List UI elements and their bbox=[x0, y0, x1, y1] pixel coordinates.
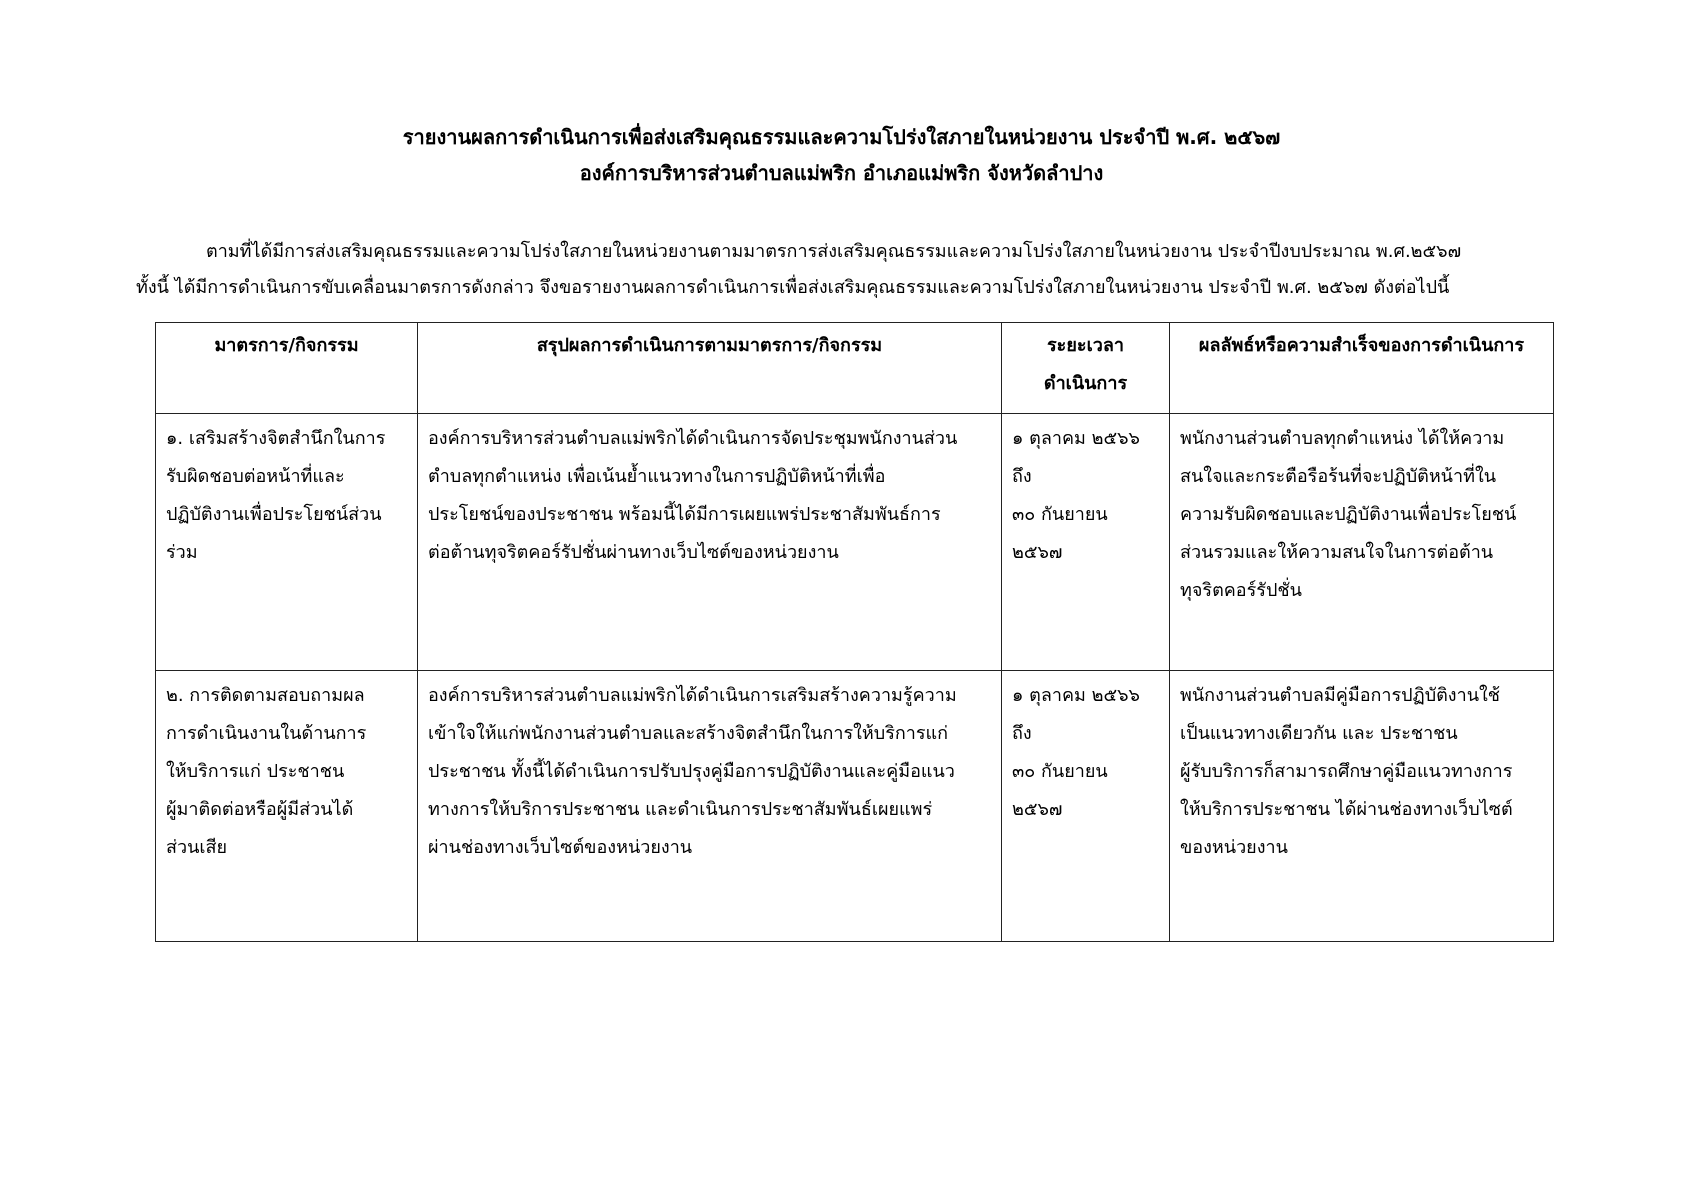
cell-text-line: ประโยชน์ของประชาชน พร้อมนี้ได้มีการเผยแพร่ประชาสัมพันธ์การ bbox=[428, 504, 941, 525]
cell-text-line: ผลลัพธ์หรือความสำเร็จของการดำเนินการ bbox=[1198, 335, 1525, 356]
cell-text-line: ผู้รับบริการก็สามารถศึกษาคู่มือแนวทางการ bbox=[1180, 761, 1513, 782]
cell-text-line: เป็นแนวทางเดียวกัน และ ประชาชน bbox=[1180, 723, 1458, 744]
result-cell bbox=[1170, 414, 1554, 671]
cell-text-line: ของหน่วยงาน bbox=[1180, 837, 1288, 858]
cell-text-line: ร่วม bbox=[166, 542, 198, 563]
cell-text-line: ๑ ตุลาคม ๒๕๖๖ bbox=[1012, 428, 1140, 449]
table-row bbox=[156, 671, 1554, 942]
period-cell bbox=[1002, 671, 1170, 942]
cell-text-line: ผ่านช่องทางเว็บไซต์ของหน่วยงาน bbox=[428, 837, 693, 858]
cell-text-line: ถึง bbox=[1012, 723, 1032, 744]
cell-text-line: ให้บริการประชาชน ได้ผ่านช่องทางเว็บไซต์ bbox=[1180, 799, 1513, 820]
cell-text-line: การดำเนินงานในด้านการ bbox=[166, 723, 367, 744]
cell-text-line: ทุจริตคอร์รัปชั่น bbox=[1180, 580, 1302, 601]
cell-text-line: ส่วนเสีย bbox=[166, 837, 228, 858]
cell-text-line: สนใจและกระตือรือร้นที่จะปฏิบัติหน้าที่ใน bbox=[1180, 466, 1497, 487]
cell-text-line: ดำเนินการ bbox=[1043, 373, 1128, 394]
cell-text-line: องค์การบริหารส่วนตำบลแม่พริกได้ดำเนินการเสริมสร้างความรู้ความ bbox=[428, 685, 957, 706]
cell-text-line: ปฏิบัติงานเพื่อประโยชน์ส่วน bbox=[166, 504, 382, 525]
header-measure bbox=[156, 323, 418, 414]
cell-text-line: ระยะเวลา bbox=[1047, 335, 1124, 356]
cell-text-line: ความรับผิดชอบและปฏิบัติงานเพื่อประโยชน์ bbox=[1180, 504, 1517, 525]
measure-cell bbox=[156, 414, 418, 671]
period-cell bbox=[1002, 414, 1170, 671]
cell-text-line: รับผิดชอบต่อหน้าที่และ bbox=[166, 466, 345, 487]
cell-text-line: ผู้มาติดต่อหรือผู้มีส่วนได้ bbox=[166, 799, 354, 820]
report-title: รายงานผลการดำเนินการเพื่อส่งเสริมคุณธรรมและความโปร่งใสภายในหน่วยงาน ประจำปี พ.ศ. ๒๕๖๗ bbox=[402, 125, 1281, 149]
cell-text-line: ๒๕๖๗ bbox=[1012, 799, 1063, 820]
summary-cell bbox=[418, 671, 1002, 942]
cell-text-line: ทางการให้บริการประชาชน และดำเนินการประชาสัมพันธ์เผยแพร่ bbox=[428, 799, 933, 820]
cell-text-line: ตำบลทุกตำแหน่ง เพื่อเน้นย้ำแนวทางในการปฏิบัติหน้าที่เพื่อ bbox=[428, 466, 886, 487]
cell-text-line: พนักงานส่วนตำบลมีคู่มือการปฏิบัติงานใช้ bbox=[1180, 685, 1501, 706]
cell-text-line: พนักงานส่วนตำบลทุกตำแหน่ง ได้ให้ความ bbox=[1180, 428, 1505, 449]
cell-text-line: ส่วนรวมและให้ความสนใจในการต่อต้าน bbox=[1180, 542, 1494, 563]
measure-cell bbox=[156, 671, 418, 942]
cell-text-line: ๑. เสริมสร้างจิตสำนึกในการ bbox=[166, 428, 386, 449]
header-period bbox=[1002, 323, 1170, 414]
cell-text-line: ๑ ตุลาคม ๒๕๖๖ bbox=[1012, 685, 1140, 706]
cell-text-line: ให้บริการแก่ ประชาชน bbox=[166, 761, 345, 782]
cell-text-line: ต่อต้านทุจริตคอร์รัปชั่นผ่านทางเว็บไซต์ของหน่วยงาน bbox=[428, 542, 839, 563]
cell-text-line: องค์การบริหารส่วนตำบลแม่พริกได้ดำเนินการจัดประชุมพนักงานส่วน bbox=[428, 428, 958, 449]
organization-subtitle: องค์การบริหารส่วนตำบลแม่พริก อำเภอแม่พริก จังหวัดลำปาง bbox=[579, 161, 1104, 185]
cell-text-line: ๓๐ กันยายน bbox=[1012, 504, 1108, 525]
cell-text-line: ประชาชน ทั้งนี้ได้ดำเนินการปรับปรุงคู่มือการปฏิบัติงานและคู่มือแนว bbox=[428, 761, 955, 782]
header-result bbox=[1170, 323, 1554, 414]
table-row bbox=[156, 414, 1554, 671]
cell-text-line: ๒. การติดตามสอบถามผล bbox=[166, 685, 365, 706]
cell-text-line: เข้าใจให้แก่พนักงานส่วนตำบลและสร้างจิตสำนึกในการให้บริการแก่ bbox=[428, 723, 949, 744]
cell-text-line: ๓๐ กันยายน bbox=[1012, 761, 1108, 782]
result-cell bbox=[1170, 671, 1554, 942]
intro-paragraph-line-2: ทั้งนี้ ได้มีการดำเนินการขับเคลื่อนมาตรการดังกล่าว จึงขอรายงานผลการดำเนินการเพื่อส่งเสริมคุณธรรมและความโปร่งใสภายในหน่วยงาน ประจำปี พ.ศ. ๒๕๖๗ ดังต่อไปนี้ bbox=[136, 277, 1450, 298]
report-table bbox=[155, 322, 1554, 942]
header-summary bbox=[418, 323, 1002, 414]
cell-text-line: ๒๕๖๗ bbox=[1012, 542, 1063, 563]
summary-cell bbox=[418, 414, 1002, 671]
cell-text-line: ถึง bbox=[1012, 466, 1032, 487]
table-header-row bbox=[156, 323, 1554, 414]
cell-text-line: มาตรการ/กิจกรรม bbox=[214, 335, 359, 356]
intro-paragraph-line-1: ตามที่ได้มีการส่งเสริมคุณธรรมและความโปร่งใสภายในหน่วยงานตามมาตรการส่งเสริมคุณธรรมและความโปร่งใสภายในหน่วยงาน ประจำปีงบประมาณ พ.ศ.๒๕๖๗ bbox=[206, 241, 1462, 262]
cell-text-line: สรุปผลการดำเนินการตามมาตรการ/กิจกรรม bbox=[536, 335, 883, 356]
